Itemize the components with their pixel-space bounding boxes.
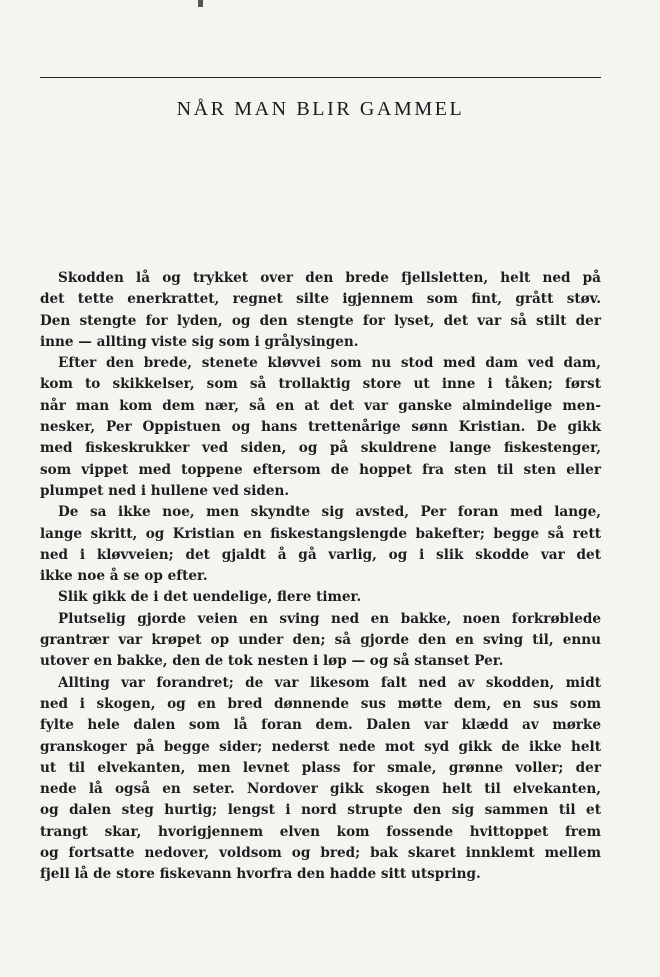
text-line: kom to skikkelser, som så trollaktig store ut inne i tåken; først <box>40 376 601 393</box>
text-line: ut til elvekanten, men levnet plass for smale, grønne voller; der <box>40 759 601 776</box>
text-line: og fortsatte nedover, voldsom og bred; bak skaret innklemt mellem <box>40 845 601 862</box>
page-edge-mark <box>198 0 203 7</box>
text-line: og dalen steg hurtig; lengst i nord strupte den sig sammen til et <box>40 802 601 819</box>
text-line: Efter den brede, stenete kløvvei som nu stod med dam ved dam, <box>58 355 601 372</box>
header-rule <box>40 77 601 78</box>
text-line: Slik gikk de i det uendelige, flere timer. <box>58 589 362 606</box>
text-line: inne — allting viste sig som i grålysingen. <box>40 333 359 350</box>
text-line: plumpet ned i hullene ved siden. <box>40 482 290 499</box>
text-line: ikke noe å se op efter. <box>40 568 208 585</box>
text-line: granskoger på begge sider; nederst nede mot syd gikk de ikke helt <box>40 738 601 755</box>
paragraph <box>40 353 601 502</box>
text-line: utover en bakke, den de tok nesten i løp — og så stanset Per. <box>40 653 504 670</box>
text-line: Plutselig gjorde veien en sving ned en bakke, noen forkrøblede <box>58 610 601 627</box>
paragraph <box>40 502 601 587</box>
text-line: med fiskeskrukker ved siden, og på skuldrene lange fiskestenger, <box>40 440 601 457</box>
text-line: fjell lå de store fiskevann hvorfra den hadde sitt utspring. <box>40 866 481 883</box>
chapter-title: NÅR MAN BLIR GAMMEL <box>176 98 465 120</box>
text-line: det tette enerkrattet, regnet silte igjennem som fint, grått støv. <box>40 291 601 308</box>
text-line: Skodden lå og trykket over den brede fjellsletten, helt ned på <box>58 270 601 286</box>
text-line: lange skritt, og Kristian en fiskestangslengde bakefter; begge så rett <box>40 525 601 542</box>
text-line: trangt skar, hvorigjennem elven kom fossende hvittoppet frem <box>40 823 601 840</box>
text-line: fylte hele dalen som lå foran dem. Dalen var klædd av mørke <box>40 717 601 734</box>
paragraph <box>40 609 601 673</box>
paragraph <box>40 268 601 353</box>
text-line: Allting var forandret; de var likesom falt ned av skodden, midt <box>58 674 601 691</box>
text-line: nesker, Per Oppistuen og hans trettenårige sønn Kristian. De gikk <box>40 419 601 436</box>
text-line: når man kom dem nær, så en at det var ganske almindelige men- <box>40 397 601 414</box>
chapter-body <box>40 268 601 886</box>
text-line: nede lå også en seter. Nordover gikk skogen helt til elvekanten, <box>40 781 601 798</box>
text-line: ned i skogen, og en bred dønnende sus møtte dem, en sus som <box>40 695 601 712</box>
text-line: ned i kløvveien; det gjaldt å gå varlig, og i slik skodde var det <box>40 546 601 563</box>
paragraph <box>40 587 601 608</box>
text-line: grantrær var krøpet op under den; så gjorde den en sving til, ennu <box>40 632 601 649</box>
text-line: som vippet med toppene eftersom de hoppet fra sten til sten eller <box>40 461 601 478</box>
text-line: De sa ikke noe, men skyndte sig avsted, Per foran med lange, <box>58 504 601 521</box>
paragraph <box>40 673 601 886</box>
text-line: Den stengte for lyden, og den stengte for lyset, det var så stilt der <box>40 312 601 329</box>
